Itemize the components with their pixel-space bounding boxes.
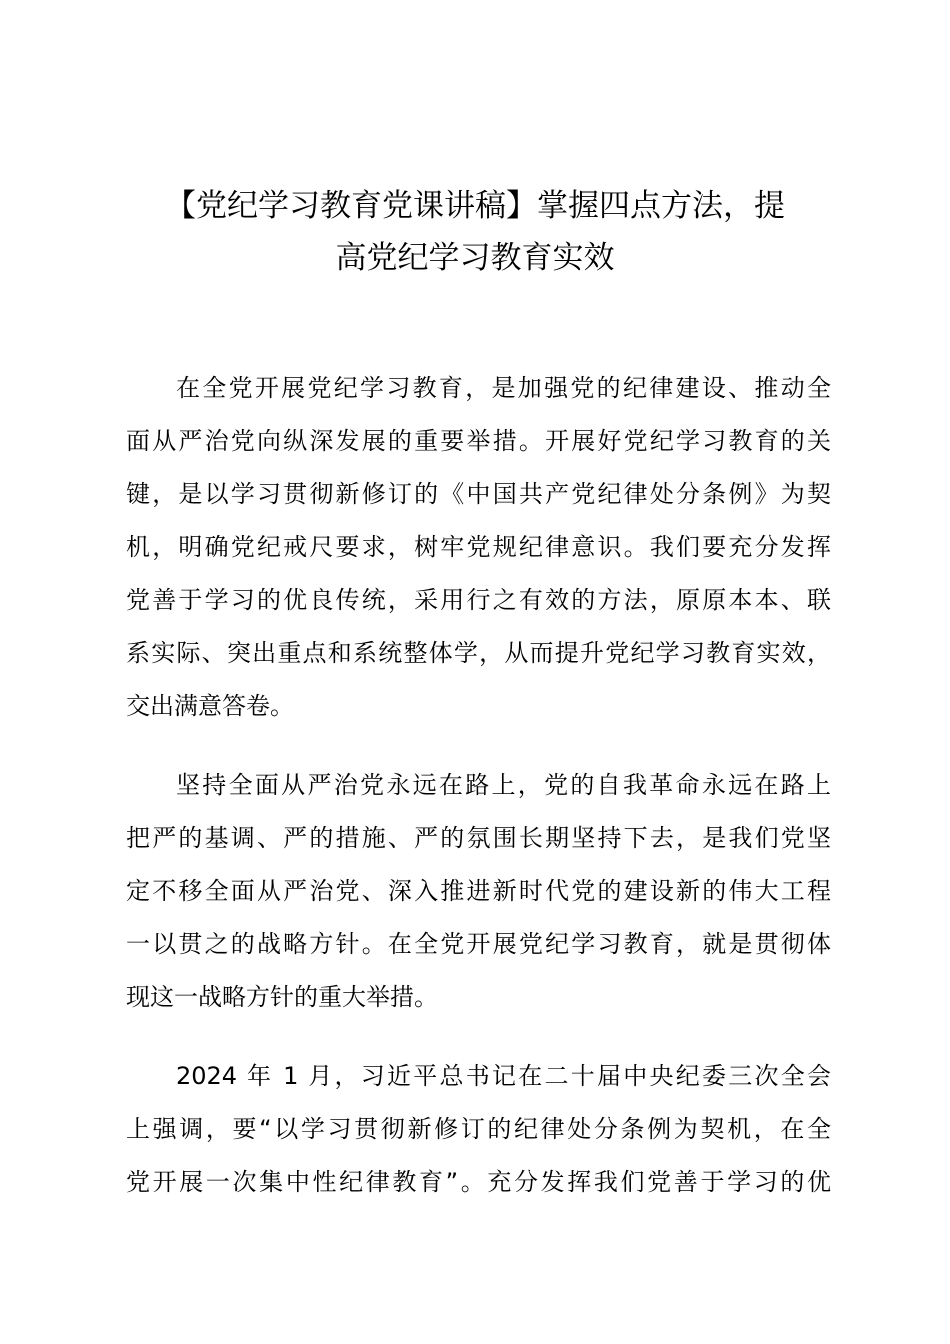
text-line: 机，明确党纪戒尺要求，树牢党规纪律意识。我们要充分发挥 bbox=[126, 533, 831, 561]
paragraph-1 bbox=[126, 362, 831, 733]
text-line: 交出满意答卷。 bbox=[126, 692, 294, 720]
text-line: 坚持全面从严治党永远在路上，党的自我革命永远在路上 bbox=[176, 771, 831, 799]
text-line: 系实际、突出重点和系统整体学，从而提升党纪学习教育实效， bbox=[126, 639, 831, 667]
text-line: 键，是以学习贯彻新修订的《中国共产党纪律处分条例》为契 bbox=[126, 480, 831, 508]
text-line: 定不移全面从严治党、深入推进新时代党的建设新的伟大工程 bbox=[126, 877, 831, 905]
text-line: 在全党开展党纪学习教育，是加强党的纪律建设、推动全 bbox=[176, 374, 831, 402]
document-body bbox=[126, 362, 831, 1235]
paragraph-3 bbox=[126, 1050, 831, 1209]
text-line: 一以贯之的战略方针。在全党开展党纪学习教育，就是贯彻体 bbox=[126, 930, 831, 958]
title-line-2: 高党纪学习教育实效 bbox=[335, 240, 615, 276]
document-title bbox=[110, 180, 840, 284]
text-line: 党开展一次集中性纪律教育”。充分发挥我们党善于学习的优 bbox=[126, 1168, 831, 1196]
text-line: 党善于学习的优良传统，采用行之有效的方法，原原本本、联 bbox=[126, 586, 831, 614]
text-line: 把严的基调、严的措施、严的氛围长期坚持下去，是我们党坚 bbox=[126, 824, 831, 852]
text-line: 面从严治党向纵深发展的重要举措。开展好党纪学习教育的关 bbox=[126, 427, 831, 455]
title-line-1: 【党纪学习教育党课讲稿】掌握四点方法，提 bbox=[165, 188, 785, 224]
text-line: 2024 年 1 月，习近平总书记在二十届中央纪委三次全会 bbox=[176, 1062, 831, 1090]
text-line: 上强调，要“以学习贯彻新修订的纪律处分条例为契机，在全 bbox=[126, 1115, 831, 1143]
text-line: 现这一战略方针的重大举措。 bbox=[126, 983, 438, 1011]
paragraph-2 bbox=[126, 759, 831, 1024]
